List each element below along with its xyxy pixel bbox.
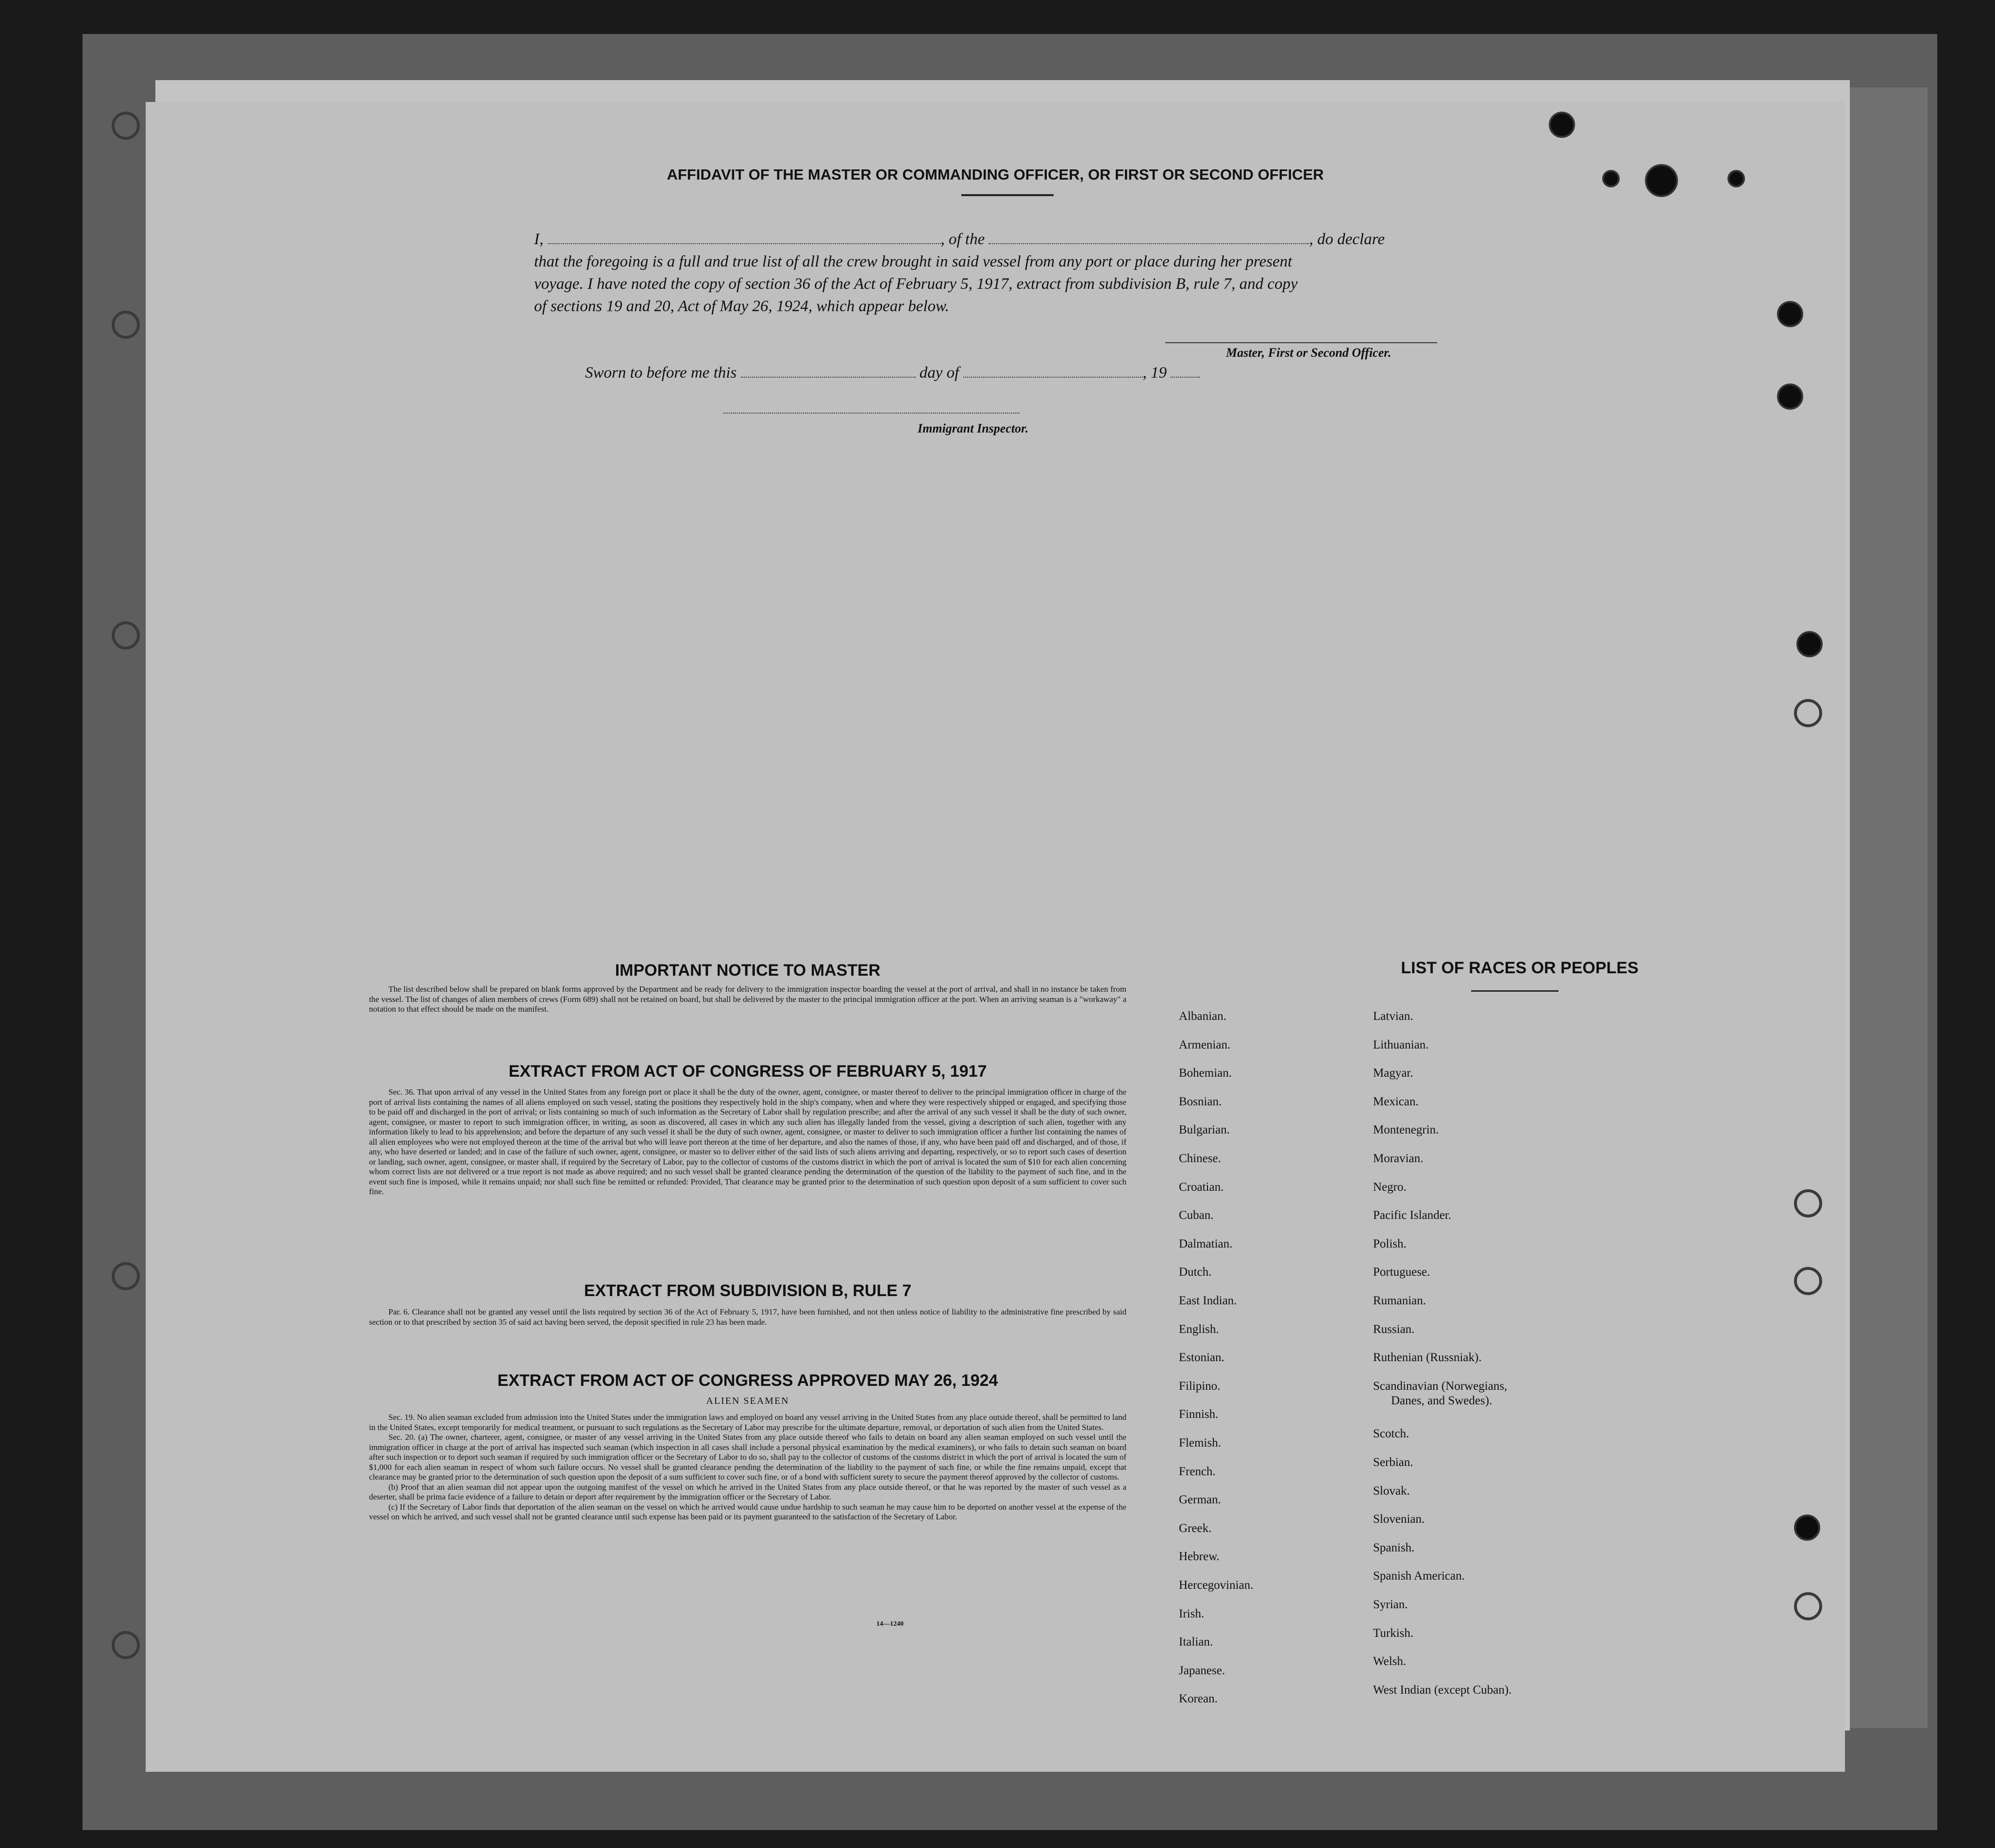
inspector-signature-line[interactable] <box>723 413 1020 414</box>
race-item: Bohemian. <box>1179 1066 1232 1080</box>
binder-hole <box>1777 383 1803 410</box>
binder-hole <box>1794 1267 1822 1295</box>
race-item: English. <box>1179 1322 1219 1336</box>
race-item: Scotch. <box>1373 1427 1409 1441</box>
race-item: French. <box>1179 1465 1216 1478</box>
affidavit-statement <box>534 228 1631 317</box>
race-item: Rumanian. <box>1373 1294 1426 1307</box>
race-item: Albanian. <box>1179 1010 1226 1023</box>
binder-hole <box>1794 1189 1822 1217</box>
alien-seamen-heading: ALIEN SEAMEN <box>706 1396 789 1406</box>
race-item: Spanish American. <box>1373 1569 1465 1583</box>
race-item: Montenegrin. <box>1373 1123 1439 1137</box>
race-item: Mexican. <box>1373 1095 1419 1108</box>
important-notice-paragraph: The list described below shall be prepared on blank forms approved by the Department and be ready for delivery to the immigration inspector boarding the vessel at the port of arrival, and shall in no instance be taken from the vessel. The list of changes of alien members of crews (Form 689) shall not be retained on board, but shall be delivered by the master to the principal immigration officer at the port. When an arriving seaman is a "workaway" a notation to that effect should be made on the manifest. <box>369 984 1126 1014</box>
race-item: Syrian. <box>1373 1598 1408 1611</box>
affidavit-i-label: I, <box>534 231 544 248</box>
binder-hole <box>1794 1592 1822 1620</box>
binder-hole <box>112 621 140 649</box>
race-item: Portuguese. <box>1373 1265 1430 1279</box>
race-item: Spanish. <box>1373 1541 1415 1554</box>
important-notice-title: IMPORTANT NOTICE TO MASTER <box>615 961 881 980</box>
race-item: Irish. <box>1179 1607 1205 1620</box>
race-item: Turkish. <box>1373 1626 1414 1640</box>
race-item: East Indian. <box>1179 1294 1237 1307</box>
form-number: 14—1240 <box>876 1620 904 1628</box>
race-item: Ruthenian (Russniak). <box>1373 1351 1482 1365</box>
race-item: Bosnian. <box>1179 1095 1222 1108</box>
binder-hole <box>1777 301 1803 327</box>
sworn-day-field[interactable] <box>741 365 916 378</box>
race-item: Latvian. <box>1373 1010 1413 1023</box>
race-item: Italian. <box>1179 1635 1213 1649</box>
race-item: Polish. <box>1373 1237 1407 1250</box>
races-title-rule <box>1471 990 1559 992</box>
race-item: Dalmatian. <box>1179 1237 1233 1250</box>
extract-rule7-text <box>369 1307 1126 1327</box>
sworn-prefix: Sworn to before me this <box>585 364 737 382</box>
race-item: Pacific Islander. <box>1373 1209 1452 1222</box>
race-item: Welsh. <box>1373 1655 1407 1668</box>
extract-1917-paragraph: Sec. 36. That upon arrival of any vessel in the United States from any foreign port or place it shall be the duty of the owner, agent, consignee, or master thereof to deliver to the principal immigration officer in charge of the port of arrival lists containing the names of all aliens employed on such vessel, stating the positions they respectively hold in the ship's company, when and where they were respectively shipped or engaged, and specifying those to be paid off and discharged in the port of arrival; or lists containing so much of such information as the Secretary of Labor shall by regulation prescribe; and after the arrival of any such vessel it shall be the duty of such owner, agent, consignee, or master to report to such immigration officer, in writing, as soon as discovered, all cases in which any such alien has illegally landed from the vessel, giving a description of such alien, together with any information likely to lead to his apprehension; and before the departure of any such vessel it shall be the duty of such owner, agent, consignee, or master to deliver to such immigration officer a further list containing the names of all alien employees who were not employed thereon at the time of the arrival but who will leave port thereon at the time of her departure, and also the names of those, if any, who have been paid off and discharged, and of those, if any, who have deserted or landed; and in case of the failure of such owner, agent, consignee, or master so to deliver either of the said lists of such aliens arriving and departing, respectively, or so to report such cases of desertion or landing, such owner, agent, consignee, or master shall, if required by the Secretary of Labor, pay to the collector of customs of the customs district in which the port of arrival is located the sum of $10 for each alien concerning whom correct lists are not delivered or a true report is not made as above required; and no such vessel shall be granted clearance pending the determination of the question of the liability to the payment of such fine, and in the event such fine is imposed, while it remains unpaid; nor shall such fine be remitted or refunded: Provided, That clearance may be granted prior to the determination of such question upon deposit of a sum sufficient to cover such fine. <box>369 1087 1126 1196</box>
vessel-name-field[interactable] <box>989 232 1309 244</box>
binder-hole <box>1549 112 1575 138</box>
races-list-title: LIST OF RACES OR PEOPLES <box>1401 959 1639 977</box>
binder-hole <box>112 1262 140 1290</box>
sworn-month-field[interactable] <box>963 365 1143 378</box>
extract-1924-text <box>369 1413 1126 1522</box>
officer-name-field[interactable] <box>548 232 941 244</box>
race-item: Russian. <box>1373 1322 1415 1336</box>
race-item: Hebrew. <box>1179 1550 1220 1564</box>
affidavit-of-the-label: , of the <box>940 231 985 248</box>
extract-1924-title: EXTRACT FROM ACT OF CONGRESS APPROVED MAY 26, 1924 <box>497 1371 998 1390</box>
race-item: Chinese. <box>1179 1152 1221 1165</box>
race-item: West Indian (except Cuban). <box>1373 1683 1512 1697</box>
sec20b-paragraph: (b) Proof that an alien seaman did not appear upon the outgoing manifest of the vessel on which he arrived in the United States from any place outside thereof, or that he was reported by the master of such vessel as a deserter, shall be prima facie evidence of a failure to detain or deport after requirement by the immigration officer or the Secretary of Labor. <box>369 1482 1126 1501</box>
race-item: Slovak. <box>1373 1484 1410 1498</box>
sworn-day-of-label: day of <box>919 364 959 382</box>
race-item: Filipino. <box>1179 1379 1221 1393</box>
sec20a-paragraph: Sec. 20. (a) The owner, charterer, agent, consignee, or master of any vessel arriving in the United States from any place outside thereof who fails to detain on board any alien seaman employed on such vessel until the immigration officer in charge at the port of arrival has inspected such seaman (which inspection in all cases shall include a personal physical examination by the medical examiners), or who fails to detain such seaman on board after such inspection or to deport such seaman if required by such immigration officer or the Secretary of Labor to do so, shall pay to the collector of customs of the customs district in which the port of arrival is located the sum of $1,000 for each alien seaman in respect of whom such failure occurs. No vessel shall be granted clearance pending the determination of the liability to the payment of such fine, or while the fine remains unpaid, except that clearance may be granted prior to the determination of such question upon the deposit of a sum sufficient to cover such fine, or of a bond with sufficient surety to secure the payment thereof approved by the collector of customs. <box>369 1432 1126 1482</box>
race-item: Scandinavian (Norwegians, <box>1373 1379 1508 1393</box>
race-item: Croatian. <box>1179 1180 1224 1194</box>
affidavit-line-1 <box>534 228 1631 250</box>
sec19-paragraph: Sec. 19. No alien seaman excluded from admission into the United States under the immigration laws and employed on board any vessel arriving in the United States from any place outside thereof, shall be permitted to land in the United States, except temporarily for medical treatment, or pursuant to such regulations as the Secretary of Labor may prescribe for the ultimate departure, removal, or deportation of such alien from the United States. <box>369 1413 1126 1432</box>
binder-hole <box>112 112 140 140</box>
sworn-statement <box>585 364 1200 382</box>
race-item: Greek. <box>1179 1521 1212 1535</box>
master-signature-caption: Master, First or Second Officer. <box>1226 346 1391 360</box>
affidavit-title: AFFIDAVIT OF THE MASTER OR COMMANDING OFFICER, OR FIRST OR SECOND OFFICER <box>667 166 1324 183</box>
binder-hole <box>112 1631 140 1659</box>
race-item: Lithuanian. <box>1373 1038 1429 1051</box>
extract-rule7-title: EXTRACT FROM SUBDIVISION B, RULE 7 <box>584 1282 912 1300</box>
race-item: Hercegovinian. <box>1179 1579 1254 1592</box>
race-item: Slovenian. <box>1373 1513 1425 1526</box>
race-item: Danes, and Swedes). <box>1391 1394 1492 1407</box>
extract-1917-title: EXTRACT FROM ACT OF CONGRESS OF FEBRUARY 5, 1917 <box>508 1062 987 1081</box>
affidavit-title-rule <box>961 194 1054 196</box>
race-item: Estonian. <box>1179 1351 1224 1365</box>
race-item: Korean. <box>1179 1692 1218 1706</box>
race-item: Dutch. <box>1179 1265 1212 1279</box>
extract-1917-text <box>369 1087 1126 1197</box>
affidavit-line-4: of sections 19 and 20, Act of May 26, 1924, which appear below. <box>534 298 949 315</box>
sworn-year-field[interactable] <box>1171 365 1200 378</box>
affidavit-line-2: that the foregoing is a full and true list of all the crew brought in said vessel from any port or place during her present <box>534 253 1292 270</box>
race-item: German. <box>1179 1493 1221 1507</box>
document-page <box>146 102 1845 1772</box>
race-item: Moravian. <box>1373 1152 1424 1165</box>
master-signature-line[interactable] <box>1165 342 1437 343</box>
sworn-year-label: , 19 <box>1142 364 1167 382</box>
inspector-signature-caption: Immigrant Inspector. <box>918 421 1029 435</box>
binder-hole <box>1794 1515 1820 1541</box>
binder-hole <box>112 311 140 339</box>
race-item: Armenian. <box>1179 1038 1231 1051</box>
race-item: Serbian. <box>1373 1456 1413 1469</box>
binder-hole <box>1796 631 1823 657</box>
important-notice-text <box>369 984 1126 1015</box>
race-item: Magyar. <box>1373 1066 1413 1080</box>
sec20c-paragraph: (c) If the Secretary of Labor finds that deportation of the alien seaman on the vessel on which he arrived would cause undue hardship to such seaman he may cause him to be deported on another vessel at the expense of the vessel on which he arrived, and such vessel shall not be granted clearance until such expense has been paid or its payment guaranteed to the satisfaction of the Secretary of Labor. <box>369 1502 1126 1521</box>
affidavit-line-3: voyage. I have noted the copy of section 36 of the Act of February 5, 1917, extract from subdivision B, rule 7, and copy <box>534 275 1298 293</box>
binder-hole <box>1794 699 1822 727</box>
extract-rule7-paragraph: Par. 6. Clearance shall not be granted any vessel until the lists required by section 36 of the Act of February 5, 1917, have been furnished, and not then unless notice of liability to the administrative fine prescribed by said section or to that prescribed by section 35 of said act having been served, the deposit specified in rule 23 has been made. <box>369 1307 1126 1327</box>
race-item: Bulgarian. <box>1179 1123 1230 1137</box>
race-item: Japanese. <box>1179 1664 1225 1677</box>
race-item: Flemish. <box>1179 1436 1221 1449</box>
race-item: Negro. <box>1373 1180 1407 1194</box>
race-item: Finnish. <box>1179 1408 1219 1421</box>
affidavit-do-declare-label: , do declare <box>1309 231 1385 248</box>
race-item: Cuban. <box>1179 1209 1214 1222</box>
